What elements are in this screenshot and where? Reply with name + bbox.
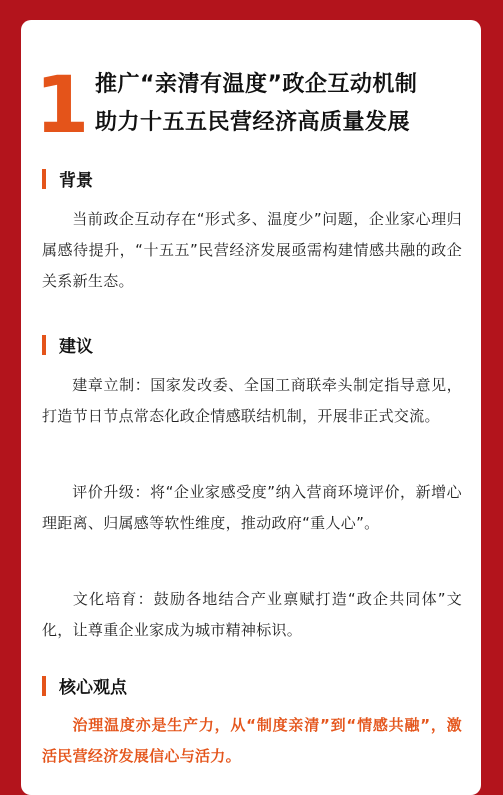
section-title: 建议 bbox=[59, 337, 93, 357]
section-bar bbox=[42, 335, 46, 355]
section-title: 背景 bbox=[59, 171, 93, 191]
section-header-background bbox=[42, 166, 93, 191]
item-number: 1 bbox=[35, 61, 90, 151]
section-bar bbox=[42, 676, 46, 696]
title-line-2: 助力十五五民营经济高质量发展 bbox=[95, 110, 411, 135]
content-card bbox=[21, 20, 481, 795]
title-line-1: 推广“亲清有温度”政企互动机制 bbox=[95, 72, 418, 97]
background-paragraph: 当前政企互动存在“形式多、温度少”问题，企业家心理归属感待提升，“十五五”民营经济发展亟需构建情感共融的政企关系新生态。 bbox=[42, 210, 462, 290]
section-bar bbox=[42, 169, 46, 189]
section-header-core bbox=[42, 673, 127, 698]
section-title: 核心观点 bbox=[59, 678, 127, 698]
suggestion-paragraph-3: 文化培育：鼓励各地结合产业禀赋打造“政企共同体”文化，让尊重企业家成为城市精神标识。 bbox=[42, 590, 462, 639]
suggestion-paragraph-2: 评价升级：将“企业家感受度”纳入营商环境评价，新增心理距离、归属感等软性维度，推动政府“重人心”。 bbox=[42, 483, 462, 532]
suggestion-paragraph-1: 建章立制：国家发改委、全国工商联牵头制定指导意见，打造节日节点常态化政企情感联结机制，开展非正式交流。 bbox=[42, 376, 462, 425]
core-viewpoint-paragraph: 治理温度亦是生产力，从“制度亲清”到“情感共融”，激活民营经济发展信心与活力。 bbox=[42, 716, 462, 765]
section-header-suggestions bbox=[42, 332, 93, 357]
